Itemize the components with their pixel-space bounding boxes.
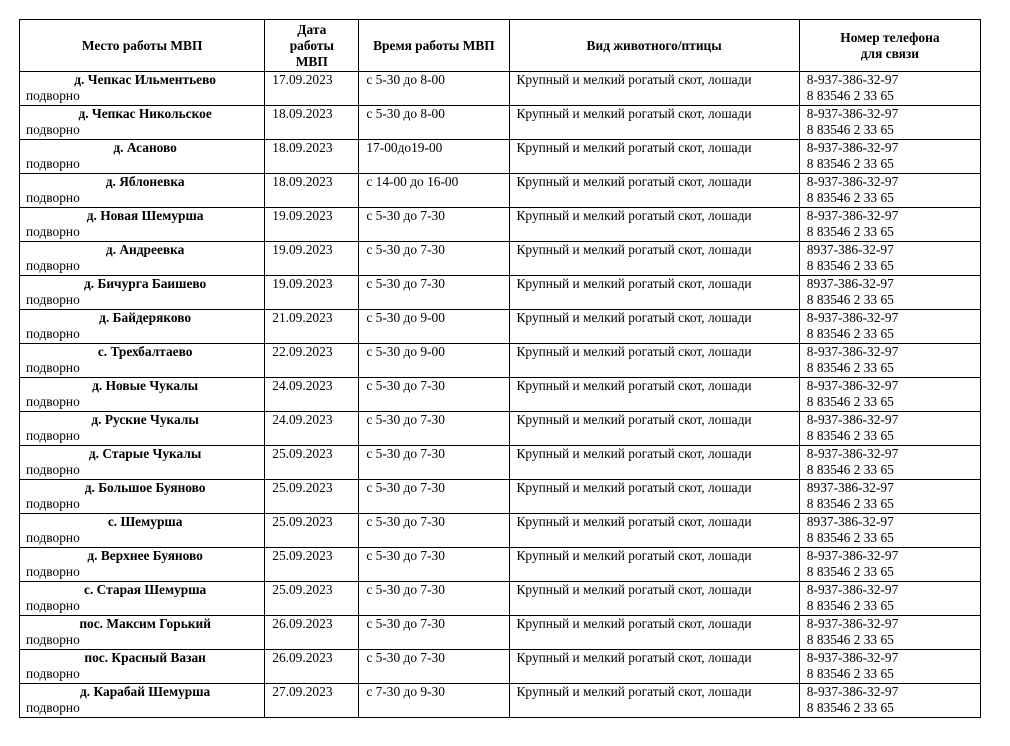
date-cell: 18.09.2023: [265, 174, 359, 208]
place-name: д. Новые Чукалы: [92, 378, 199, 393]
place-name: д. Чепкас Никольское: [78, 106, 212, 121]
place-name: д. Карабай Шемурша: [80, 684, 211, 699]
table-row: [20, 174, 981, 208]
time-cell: с 5-30 до 7-30: [359, 480, 509, 514]
phone-mobile: 8937-386-32-97: [806, 514, 894, 529]
animal-cell: Крупный и мелкий рогатый скот, лошади: [509, 378, 799, 412]
header-date-line2: работы: [289, 37, 334, 53]
phone-cell: [799, 650, 980, 684]
phone-landline: 8 83546 2 33 65: [806, 190, 894, 205]
phone-cell: [799, 276, 980, 310]
phone-cell: [799, 106, 980, 140]
phone-landline: 8 83546 2 33 65: [806, 632, 894, 647]
date-cell: 19.09.2023: [265, 208, 359, 242]
animal-cell: Крупный и мелкий рогатый скот, лошади: [509, 548, 799, 582]
animal-cell: Крупный и мелкий рогатый скот, лошади: [509, 480, 799, 514]
place-cell: [20, 242, 265, 276]
place-cell: [20, 446, 265, 480]
phone-cell: [799, 480, 980, 514]
date-cell: 22.09.2023: [265, 344, 359, 378]
date-cell: 18.09.2023: [265, 140, 359, 174]
time-cell: 17-00до19-00: [359, 140, 509, 174]
phone-landline: 8 83546 2 33 65: [806, 224, 894, 239]
phone-landline: 8 83546 2 33 65: [806, 666, 894, 681]
place-cell: [20, 480, 265, 514]
time-cell: с 5-30 до 7-30: [359, 446, 509, 480]
animal-cell: Крупный и мелкий рогатый скот, лошади: [509, 140, 799, 174]
date-cell: 19.09.2023: [265, 276, 359, 310]
phone-mobile: 8-937-386-32-97: [806, 582, 899, 597]
time-cell: с 5-30 до 7-30: [359, 378, 509, 412]
animal-cell: Крупный и мелкий рогатый скот, лошади: [509, 344, 799, 378]
place-type: подворно: [26, 700, 80, 715]
date-cell: 25.09.2023: [265, 548, 359, 582]
phone-mobile: 8-937-386-32-97: [806, 140, 899, 155]
header-date-line1: Дата: [297, 21, 327, 37]
place-cell: [20, 412, 265, 446]
phone-cell: [799, 344, 980, 378]
phone-landline: 8 83546 2 33 65: [806, 292, 894, 307]
place-type: подворно: [26, 496, 80, 511]
date-cell: 25.09.2023: [265, 446, 359, 480]
phone-cell: [799, 310, 980, 344]
phone-landline: 8 83546 2 33 65: [806, 462, 894, 477]
place-name: д. Новая Шемурша: [86, 208, 204, 223]
phone-mobile: 8-937-386-32-97: [806, 548, 899, 563]
place-cell: [20, 548, 265, 582]
phone-mobile: 8-937-386-32-97: [806, 446, 899, 461]
table-row: [20, 616, 981, 650]
date-cell: 27.09.2023: [265, 684, 359, 718]
table-row: [20, 412, 981, 446]
phone-landline: 8 83546 2 33 65: [806, 496, 894, 511]
time-cell: с 5-30 до 7-30: [359, 582, 509, 616]
phone-mobile: 8-937-386-32-97: [806, 378, 899, 393]
table-row: [20, 106, 981, 140]
place-type: подворно: [26, 564, 80, 579]
time-cell: с 5-30 до 8-00: [359, 106, 509, 140]
phone-cell: [799, 140, 980, 174]
animal-cell: Крупный и мелкий рогатый скот, лошади: [509, 106, 799, 140]
place-cell: [20, 378, 265, 412]
time-cell: с 5-30 до 7-30: [359, 650, 509, 684]
header-phone: [799, 20, 980, 72]
table-row: [20, 208, 981, 242]
place-name: с. Шемурша: [107, 514, 183, 529]
phone-mobile: 8937-386-32-97: [806, 276, 894, 291]
place-type: подворно: [26, 190, 80, 205]
phone-mobile: 8937-386-32-97: [806, 242, 894, 257]
animal-cell: Крупный и мелкий рогатый скот, лошади: [509, 412, 799, 446]
date-cell: 18.09.2023: [265, 106, 359, 140]
time-cell: с 5-30 до 7-30: [359, 242, 509, 276]
date-cell: 24.09.2023: [265, 378, 359, 412]
phone-cell: [799, 378, 980, 412]
time-cell: с 14-00 до 16-00: [359, 174, 509, 208]
place-type: подворно: [26, 258, 80, 273]
header-place: Место работы МВП: [20, 20, 265, 72]
animal-cell: Крупный и мелкий рогатый скот, лошади: [509, 650, 799, 684]
place-name: с. Трехбалтаево: [97, 344, 193, 359]
date-cell: 25.09.2023: [265, 582, 359, 616]
phone-cell: [799, 208, 980, 242]
time-cell: с 5-30 до 9-00: [359, 344, 509, 378]
animal-cell: Крупный и мелкий рогатый скот, лошади: [509, 276, 799, 310]
phone-cell: [799, 582, 980, 616]
phone-cell: [799, 242, 980, 276]
place-type: подворно: [26, 632, 80, 647]
phone-landline: 8 83546 2 33 65: [806, 326, 894, 341]
phone-mobile: 8-937-386-32-97: [806, 208, 899, 223]
phone-landline: 8 83546 2 33 65: [806, 700, 894, 715]
table-row: [20, 140, 981, 174]
place-type: подворно: [26, 598, 80, 613]
date-cell: 17.09.2023: [265, 72, 359, 106]
time-cell: с 5-30 до 7-30: [359, 276, 509, 310]
place-name: д. Руские Чукалы: [91, 412, 199, 427]
place-cell: [20, 684, 265, 718]
place-name: д. Верхнее Буяново: [87, 548, 203, 563]
animal-cell: Крупный и мелкий рогатый скот, лошади: [509, 514, 799, 548]
phone-landline: 8 83546 2 33 65: [806, 530, 894, 545]
phone-mobile: 8-937-386-32-97: [806, 72, 899, 87]
header-row: [20, 20, 981, 72]
phone-landline: 8 83546 2 33 65: [806, 598, 894, 613]
phone-cell: [799, 514, 980, 548]
date-cell: 26.09.2023: [265, 650, 359, 684]
place-cell: [20, 616, 265, 650]
place-cell: [20, 208, 265, 242]
header-time: Время работы МВП: [359, 20, 509, 72]
header-date: [265, 20, 359, 72]
place-name: д. Асаново: [113, 140, 177, 155]
header-phone-line1: Номер телефона: [840, 29, 940, 45]
time-cell: с 5-30 до 9-00: [359, 310, 509, 344]
phone-landline: 8 83546 2 33 65: [806, 360, 894, 375]
table-body: [20, 72, 981, 718]
time-cell: с 5-30 до 7-30: [359, 616, 509, 650]
date-cell: 19.09.2023: [265, 242, 359, 276]
place-type: подворно: [26, 530, 80, 545]
phone-cell: [799, 684, 980, 718]
place-name: д. Андреевка: [105, 242, 185, 257]
date-cell: 25.09.2023: [265, 480, 359, 514]
place-cell: [20, 106, 265, 140]
table-row: [20, 650, 981, 684]
table-header: [20, 20, 981, 72]
header-phone-line2: для связи: [860, 45, 919, 61]
place-type: подворно: [26, 666, 80, 681]
phone-cell: [799, 72, 980, 106]
animal-cell: Крупный и мелкий рогатый скот, лошади: [509, 684, 799, 718]
place-cell: [20, 650, 265, 684]
phone-cell: [799, 412, 980, 446]
table-row: [20, 684, 981, 718]
phone-landline: 8 83546 2 33 65: [806, 122, 894, 137]
phone-landline: 8 83546 2 33 65: [806, 564, 894, 579]
place-cell: [20, 276, 265, 310]
phone-cell: [799, 616, 980, 650]
animal-cell: Крупный и мелкий рогатый скот, лошади: [509, 72, 799, 106]
table-row: [20, 514, 981, 548]
time-cell: с 5-30 до 8-00: [359, 72, 509, 106]
header-animal: Вид животного/птицы: [509, 20, 799, 72]
place-type: подворно: [26, 326, 80, 341]
time-cell: с 5-30 до 7-30: [359, 208, 509, 242]
place-type: подворно: [26, 394, 80, 409]
place-type: подворно: [26, 462, 80, 477]
place-name: с. Старая Шемурша: [84, 582, 207, 597]
table-row: [20, 276, 981, 310]
phone-mobile: 8-937-386-32-97: [806, 344, 899, 359]
place-cell: [20, 310, 265, 344]
phone-mobile: 8-937-386-32-97: [806, 106, 899, 121]
place-cell: [20, 582, 265, 616]
date-cell: 24.09.2023: [265, 412, 359, 446]
phone-landline: 8 83546 2 33 65: [806, 156, 894, 171]
table-row: [20, 378, 981, 412]
time-cell: с 7-30 до 9-30: [359, 684, 509, 718]
place-type: подворно: [26, 224, 80, 239]
phone-mobile: 8-937-386-32-97: [806, 174, 899, 189]
phone-mobile: 8937-386-32-97: [806, 480, 894, 495]
animal-cell: Крупный и мелкий рогатый скот, лошади: [509, 208, 799, 242]
schedule-table: [19, 19, 981, 718]
phone-mobile: 8-937-386-32-97: [806, 616, 899, 631]
place-name: пос. Максим Горький: [79, 616, 211, 631]
phone-landline: 8 83546 2 33 65: [806, 428, 894, 443]
table-row: [20, 72, 981, 106]
time-cell: с 5-30 до 7-30: [359, 548, 509, 582]
table-row: [20, 310, 981, 344]
animal-cell: Крупный и мелкий рогатый скот, лошади: [509, 616, 799, 650]
place-cell: [20, 174, 265, 208]
table-row: [20, 344, 981, 378]
phone-mobile: 8-937-386-32-97: [806, 412, 899, 427]
phone-mobile: 8-937-386-32-97: [806, 310, 899, 325]
phone-mobile: 8-937-386-32-97: [806, 684, 899, 699]
place-name: д. Бичурга Баишево: [84, 276, 207, 291]
table-row: [20, 480, 981, 514]
table-row: [20, 582, 981, 616]
animal-cell: Крупный и мелкий рогатый скот, лошади: [509, 242, 799, 276]
place-type: подворно: [26, 292, 80, 307]
animal-cell: Крупный и мелкий рогатый скот, лошади: [509, 582, 799, 616]
phone-mobile: 8-937-386-32-97: [806, 650, 899, 665]
phone-cell: [799, 548, 980, 582]
place-name: д. Байдеряково: [99, 310, 192, 325]
table-row: [20, 548, 981, 582]
place-name: пос. Красный Вазан: [84, 650, 206, 665]
animal-cell: Крупный и мелкий рогатый скот, лошади: [509, 446, 799, 480]
phone-landline: 8 83546 2 33 65: [806, 394, 894, 409]
animal-cell: Крупный и мелкий рогатый скот, лошади: [509, 310, 799, 344]
date-cell: 25.09.2023: [265, 514, 359, 548]
place-cell: [20, 72, 265, 106]
place-type: подворно: [26, 428, 80, 443]
table-row: [20, 242, 981, 276]
phone-landline: 8 83546 2 33 65: [806, 258, 894, 273]
place-cell: [20, 140, 265, 174]
place-type: подворно: [26, 156, 80, 171]
time-cell: с 5-30 до 7-30: [359, 514, 509, 548]
place-name: д. Яблоневка: [105, 174, 185, 189]
place-type: подворно: [26, 360, 80, 375]
header-date-line3: МВП: [295, 53, 328, 69]
animal-cell: Крупный и мелкий рогатый скот, лошади: [509, 174, 799, 208]
place-cell: [20, 344, 265, 378]
place-name: д. Старые Чукалы: [88, 446, 202, 461]
place-type: подворно: [26, 88, 80, 103]
phone-cell: [799, 174, 980, 208]
date-cell: 21.09.2023: [265, 310, 359, 344]
place-name: д. Чепкас Ильментьево: [74, 72, 216, 87]
table-row: [20, 446, 981, 480]
place-name: д. Большое Буяново: [84, 480, 206, 495]
place-type: подворно: [26, 122, 80, 137]
place-cell: [20, 514, 265, 548]
time-cell: с 5-30 до 7-30: [359, 412, 509, 446]
date-cell: 26.09.2023: [265, 616, 359, 650]
phone-landline: 8 83546 2 33 65: [806, 88, 894, 103]
phone-cell: [799, 446, 980, 480]
